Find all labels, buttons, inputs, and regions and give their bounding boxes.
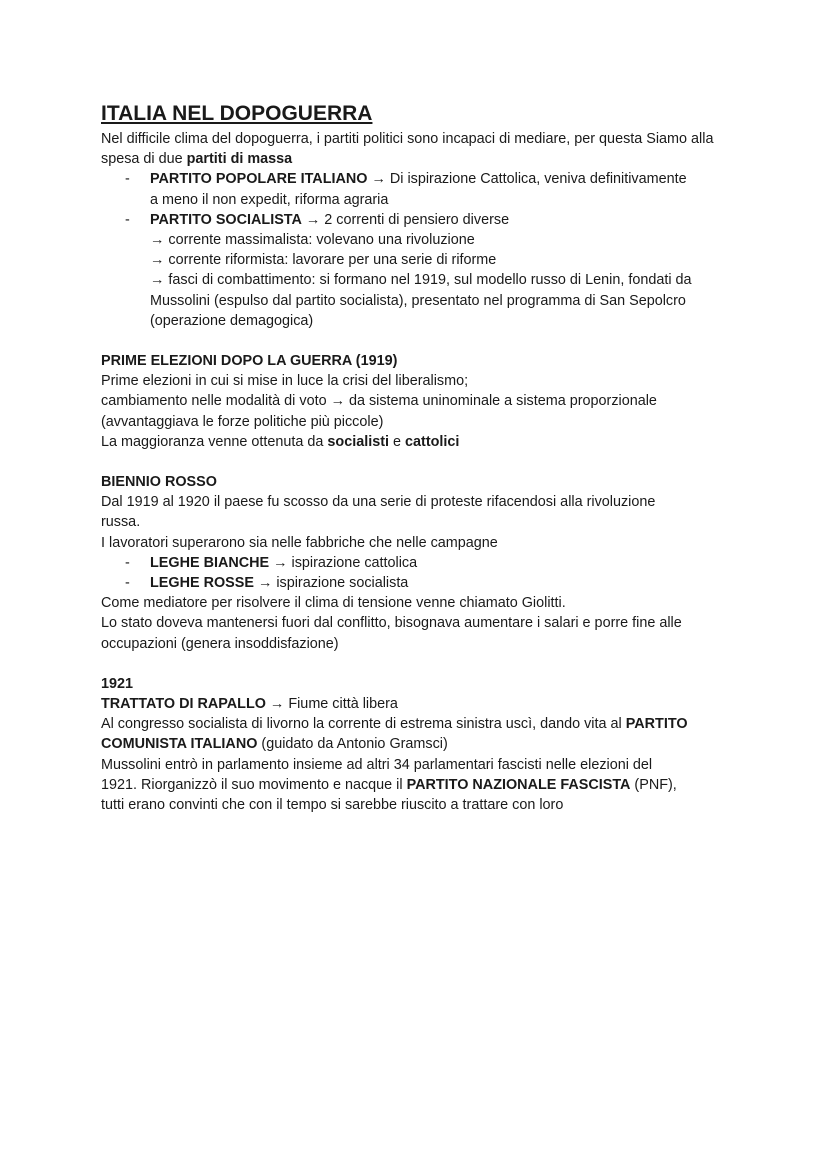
text-line — [101, 694, 741, 714]
bold-term: socialisti — [327, 433, 390, 450]
text-line: russa. — [101, 514, 141, 531]
socialist-current: → corrente massimalista: volevano una rivoluzione — [150, 232, 475, 249]
text-line: Come mediatore per risolvere il clima di tensione venne chiamato Giolitti. — [101, 595, 566, 612]
text-line — [101, 714, 741, 734]
section-gap — [101, 452, 741, 472]
text-line: Mussolini entrò in parlamento insieme ad altri 34 parlamentari fascisti nelle elezioni del — [101, 756, 653, 773]
list-bullet: - — [125, 554, 130, 571]
bold-term: TRATTATO DI RAPALLO — [101, 696, 266, 713]
text-line — [101, 775, 741, 795]
league-name: LEGHE BIANCHE — [150, 554, 270, 571]
league-desc: → ispirazione cattolica — [269, 554, 418, 571]
text-line: occupazioni (genera insoddisfazione) — [101, 635, 339, 652]
section-gap — [101, 654, 741, 674]
text-line: cambiamento nelle modalità di voto → da sistema uninominale a sistema proporzionale — [101, 393, 657, 410]
party-desc-cont: a meno il non expedit, riforma agraria — [150, 191, 389, 208]
text-span: Al congresso socialista di livorno la corrente di estrema sinistra uscì, dando vita al — [101, 716, 626, 733]
list-bullet: - — [125, 575, 130, 592]
list-bullet: - — [125, 211, 130, 228]
section-heading-1921: 1921 — [101, 675, 134, 692]
list-item — [101, 169, 741, 209]
intro-text: Nel difficile clima del dopoguerra, i partiti politici sono incapaci di mediare, per questa Siamo alla spesa di due — [101, 131, 714, 168]
list-item — [101, 573, 741, 593]
text-line: Lo stato doveva mantenersi fuori dal conflitto, bisognava aumentare i salari e porre fine alle — [101, 615, 682, 632]
socialist-current-cont: (operazione demagogica) — [150, 312, 314, 329]
parties-list — [101, 169, 741, 230]
text-line: I lavoratori superarono sia nelle fabbriche che nelle campagne — [101, 534, 498, 551]
page-title: ITALIA NEL DOPOGUERRA — [101, 102, 373, 125]
section-gap — [101, 331, 741, 351]
text-span: (PNF), — [630, 776, 677, 793]
bold-term: COMUNISTA ITALIANO — [101, 736, 258, 753]
text-span: La maggioranza venne ottenuta da — [101, 433, 328, 450]
intro-paragraph — [101, 129, 741, 169]
bold-term: cattolici — [405, 433, 460, 450]
text-line: Prime elezioni in cui si mise in luce la crisi del liberalismo; — [101, 373, 469, 390]
text-line — [101, 734, 741, 754]
section-heading-elections: PRIME ELEZIONI DOPO LA GUERRA (1919) — [101, 353, 398, 370]
bold-term: PARTITO — [625, 716, 688, 733]
party-name: PARTITO SOCIALISTA — [150, 211, 302, 228]
list-bullet: - — [125, 171, 130, 188]
text-span: → Fiume città libera — [265, 696, 398, 713]
party-desc: → Di ispirazione Cattolica, veniva definitivamente — [367, 171, 687, 188]
section-heading-biennio: BIENNIO ROSSO — [101, 474, 217, 491]
party-name: PARTITO POPOLARE ITALIANO — [150, 171, 368, 188]
text-span: (guidato da Antonio Gramsci) — [257, 736, 448, 753]
socialist-current: → corrente riformista: lavorare per una serie di riforme — [150, 252, 497, 269]
list-item — [101, 553, 741, 573]
list-item — [101, 210, 741, 230]
text-line: (avvantaggiava le forze politiche più piccole) — [101, 413, 384, 430]
socialist-current: → fasci di combattimento: si formano nel 1919, sul modello russo di Lenin, fondati da — [150, 272, 692, 289]
socialist-current-cont: Mussolini (espulso dal partito socialista), presentato nel programma di San Sepolcro — [150, 292, 686, 309]
text-line: Dal 1919 al 1920 il paese fu scosso da una serie di proteste rifacendosi alla rivoluzione — [101, 494, 656, 511]
text-span: 1921. Riorganizzò il suo movimento e nacque il — [101, 776, 407, 793]
text-line — [101, 432, 741, 452]
text-line: tutti erano convinti che con il tempo si sarebbe riuscito a trattare con loro — [101, 797, 564, 814]
bold-term: PARTITO NAZIONALE FASCISTA — [406, 776, 631, 793]
document-body — [101, 101, 741, 815]
league-desc: → ispirazione socialista — [253, 575, 409, 592]
leagues-list — [101, 553, 741, 593]
text-span: e — [389, 433, 406, 450]
intro-bold: partiti di massa — [186, 151, 293, 168]
party-desc: → 2 correnti di pensiero diverse — [301, 211, 510, 228]
league-name: LEGHE ROSSE — [150, 575, 254, 592]
